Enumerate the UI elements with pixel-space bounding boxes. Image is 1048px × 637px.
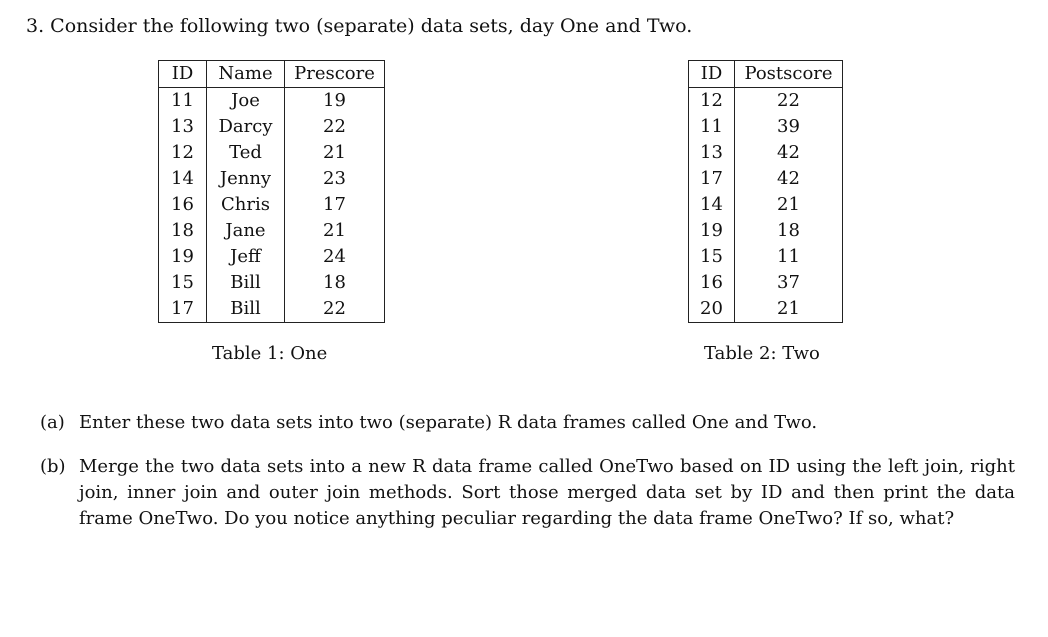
table-row <box>159 296 385 323</box>
part-a <box>40 410 1015 436</box>
table-two-body <box>689 88 843 323</box>
cell-postscore: 37 <box>735 270 843 296</box>
table-row <box>689 140 843 166</box>
cell-prescore: 23 <box>285 166 385 192</box>
cell-prescore: 21 <box>285 218 385 244</box>
cell-postscore: 42 <box>735 166 843 192</box>
cell-name: Darcy <box>207 114 285 140</box>
table-row <box>159 166 385 192</box>
cell-name: Chris <box>207 192 285 218</box>
cell-postscore: 11 <box>735 244 843 270</box>
question-text: 3. Consider the following two (separate) data sets, day One and Two. <box>26 15 693 37</box>
cell-name: Jane <box>207 218 285 244</box>
cell-id: 15 <box>159 270 207 296</box>
cell-id: 20 <box>689 296 735 323</box>
cell-name: Ted <box>207 140 285 166</box>
table-row <box>159 218 385 244</box>
cell-id: 16 <box>159 192 207 218</box>
table-row <box>159 88 385 115</box>
cell-prescore: 22 <box>285 296 385 323</box>
cell-prescore: 19 <box>285 88 385 115</box>
cell-postscore: 21 <box>735 192 843 218</box>
cell-prescore: 17 <box>285 192 385 218</box>
cell-id: 19 <box>159 244 207 270</box>
cell-id: 13 <box>159 114 207 140</box>
cell-prescore: 21 <box>285 140 385 166</box>
cell-id: 11 <box>159 88 207 115</box>
table-row <box>689 114 843 140</box>
table-two-caption: Table 2: Two <box>704 343 820 364</box>
cell-postscore: 21 <box>735 296 843 323</box>
cell-name: Jeff <box>207 244 285 270</box>
table-row <box>689 218 843 244</box>
table-row <box>159 244 385 270</box>
cell-name: Jenny <box>207 166 285 192</box>
table-one-body <box>159 88 385 323</box>
cell-id: 15 <box>689 244 735 270</box>
cell-name: Bill <box>207 270 285 296</box>
cell-id: 11 <box>689 114 735 140</box>
cell-id: 18 <box>159 218 207 244</box>
table-header-row <box>689 61 843 88</box>
table-row <box>159 270 385 296</box>
part-a-text: Enter these two data sets into two (separate) R data frames called One and Two. <box>79 412 818 433</box>
cell-id: 19 <box>689 218 735 244</box>
cell-id: 17 <box>689 166 735 192</box>
table-row <box>689 192 843 218</box>
table-row <box>689 270 843 296</box>
part-b-text: Merge the two data sets into a new R data frame called OneTwo based on ID using the left join, right join, inner join and outer join methods. Sort those merged data set by ID and then print the data frame OneTwo. Do you notice anything peculiar regarding the data frame OneTwo? If so, what? <box>79 456 1015 529</box>
cell-postscore: 18 <box>735 218 843 244</box>
part-b <box>40 454 1015 532</box>
cell-id: 16 <box>689 270 735 296</box>
cell-prescore: 24 <box>285 244 385 270</box>
cell-postscore: 42 <box>735 140 843 166</box>
table-row <box>159 192 385 218</box>
table-row <box>159 140 385 166</box>
part-a-label: (a) <box>40 412 65 433</box>
table-row <box>689 296 843 323</box>
table-header-row <box>159 61 385 88</box>
cell-id: 17 <box>159 296 207 323</box>
cell-id: 14 <box>159 166 207 192</box>
cell-id: 14 <box>689 192 735 218</box>
column-header-prescore: Prescore <box>285 61 385 88</box>
table-row <box>689 244 843 270</box>
table-two <box>688 60 843 323</box>
table-one-caption: Table 1: One <box>212 343 328 364</box>
cell-name: Bill <box>207 296 285 323</box>
column-header-id: ID <box>159 61 207 88</box>
column-header-postscore: Postscore <box>735 61 843 88</box>
cell-prescore: 18 <box>285 270 385 296</box>
cell-id: 12 <box>159 140 207 166</box>
cell-id: 13 <box>689 140 735 166</box>
column-header-name: Name <box>207 61 285 88</box>
table-row <box>159 114 385 140</box>
table-row <box>689 166 843 192</box>
column-header-id: ID <box>689 61 735 88</box>
cell-postscore: 22 <box>735 88 843 115</box>
cell-prescore: 22 <box>285 114 385 140</box>
part-b-label: (b) <box>40 456 66 477</box>
cell-name: Joe <box>207 88 285 115</box>
cell-postscore: 39 <box>735 114 843 140</box>
table-row <box>689 88 843 115</box>
cell-id: 12 <box>689 88 735 115</box>
table-one <box>158 60 385 323</box>
